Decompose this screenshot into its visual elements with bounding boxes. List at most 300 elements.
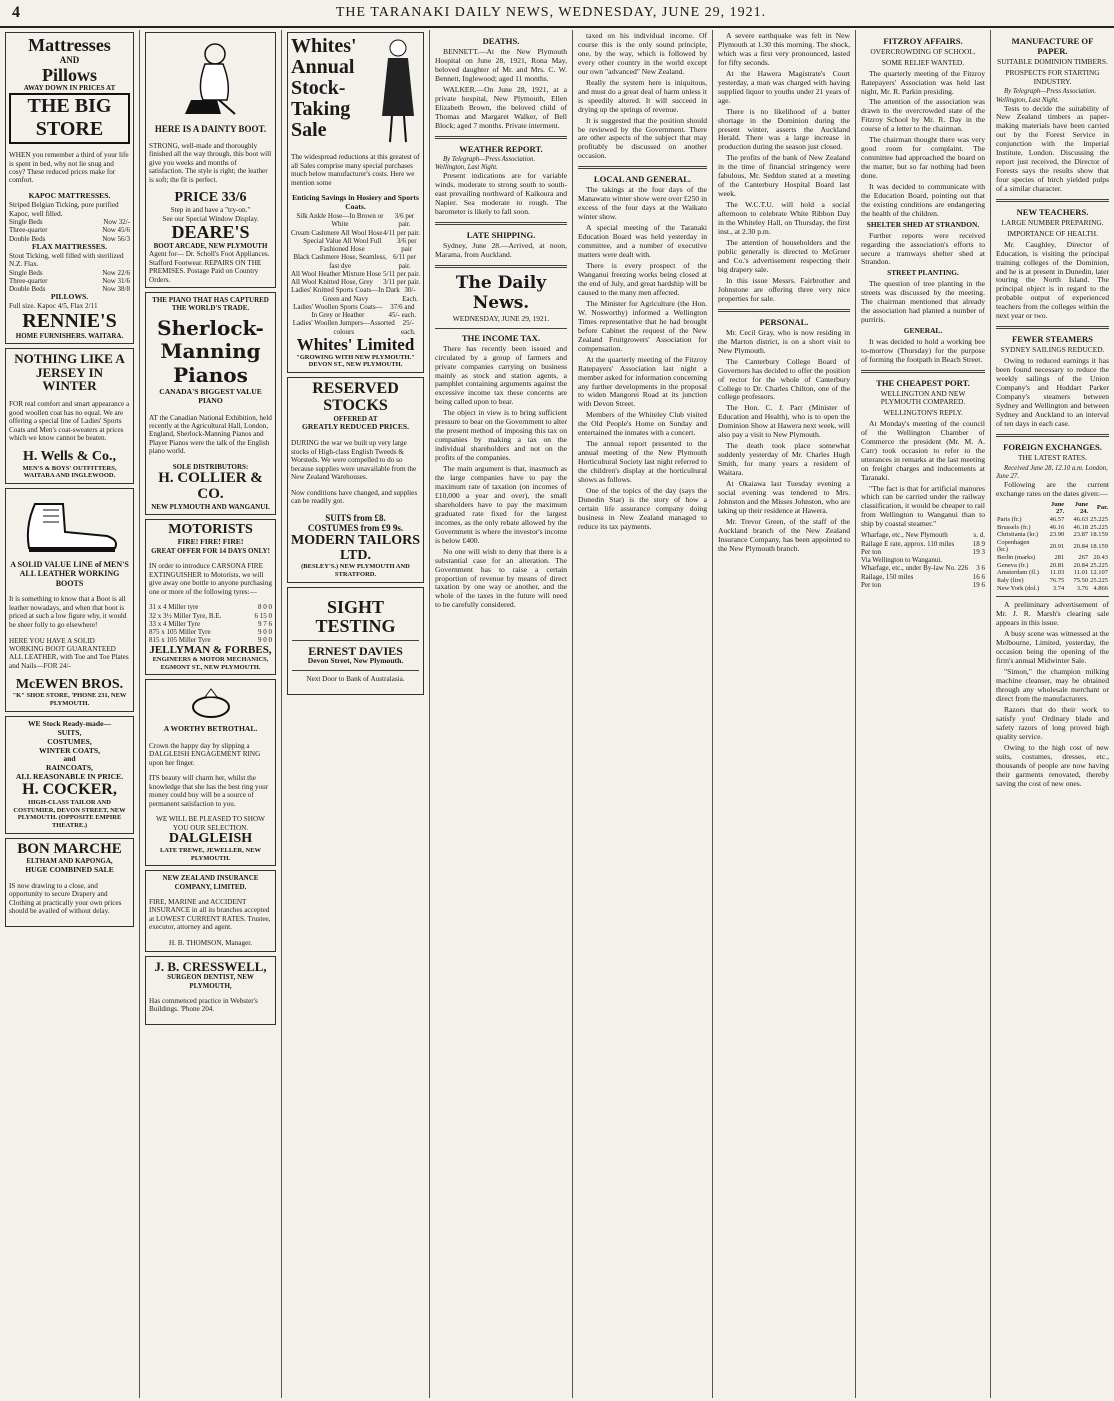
price-row xyxy=(149,612,272,620)
table-cell: 23.90 xyxy=(1049,531,1065,539)
local-news-item: One of the topics of the day (says the Dunedin Star) is the story of how a certain life assurance company doing business in New Zealand managed to reduce its tax payments. xyxy=(578,485,707,531)
table-cell: 281 xyxy=(1054,554,1065,562)
weather-byline: By Telegraph—Press Association. Wellington, Last Night. xyxy=(435,155,536,171)
table-row xyxy=(996,562,1109,570)
cocker-line: RAINCOATS, xyxy=(46,763,93,773)
column-2 xyxy=(140,30,282,1398)
collier-sub: NEW PLYMOUTH AND WANGANUI. xyxy=(151,502,270,511)
price-row xyxy=(861,531,985,539)
price-row xyxy=(861,556,985,564)
dalgleish-kicker: A WORTHY BETROTHAL. xyxy=(163,724,258,734)
whites-ad xyxy=(287,32,424,373)
rates-column-header: Par. xyxy=(1096,504,1108,512)
modern-tailors-sub: (BESLEY'S.) NEW PLYMOUTH AND STRATFORD. xyxy=(301,563,410,579)
rennie-sub: HOME FURNISHERS. WAITARA. xyxy=(15,331,124,340)
price-item: Railage, 150 miles xyxy=(861,572,914,581)
table-cell: Brussels (fr.) xyxy=(997,523,1031,531)
flax-head: FLAX MATTRESSES. xyxy=(32,241,107,251)
column-1 xyxy=(0,30,140,1398)
misc-news-item: A preliminary advertisement of Mr. J. R. Marsh's clearing sale appears in this issue. xyxy=(996,600,1109,628)
deare-window: See our Special Window Display. xyxy=(162,214,259,223)
reserved-more: Now conditions have changed, and supplies can be readily got. xyxy=(291,488,418,506)
editorial-continued xyxy=(578,32,707,161)
local-news-item: The Minister for Agriculture (the Hon. W. Nosworthy) informed a Wellington Times representative that he had brought before Cabinet the request of the New Zealand Fruitgrowers' Association for compensation. xyxy=(578,298,707,353)
price-value: 5/11 per pair. xyxy=(383,269,420,278)
price-value: 9 0 0 xyxy=(258,636,272,645)
insurance-ad xyxy=(145,870,276,951)
editorial-paragraph: It is suggested that the position should be reviewed by the Government. There are other aspects of the subject that may profitably be discussed on another occasion. xyxy=(578,115,707,161)
teachers-text: Mr. Caughley, Director of Education, is visiting the principal training colleges of the Dominion, and he is at present in Dunedin, later touring the North Island. The principal object is in regard to the probable output of experienced teachers from the colleges within the next year or two. xyxy=(996,239,1109,321)
table-cell: Christiania (kr.) xyxy=(997,531,1039,539)
local-news-item: The attention of householders and the public generally is directed to McGruer and Co.'s advertisement respecting their big drapery sale. xyxy=(718,237,850,274)
pillows-text: Full size. Kapoc 4/5, Flax 2/11 xyxy=(9,302,98,311)
column-4 xyxy=(430,30,573,1398)
table-cell: 20.91 xyxy=(1049,542,1065,550)
mcewen-sub: "K" SHOE STORE, 'PHONE 231, NEW PLYMOUTH. xyxy=(12,692,127,707)
wells-name: H. Wells & Co., xyxy=(22,448,117,464)
price-value: 19 6 xyxy=(972,580,985,589)
table-cell: 46.18 xyxy=(1073,523,1089,531)
dalgleish-more: ITS beauty will charm her, whilst the knowledge that she has the best ring your money could buy will be a source of permanent satisfaction to you. xyxy=(149,774,269,808)
price-value: Now 38/8 xyxy=(102,285,130,294)
dentist-ad xyxy=(145,956,276,1025)
woman-figure-illustration xyxy=(376,36,420,146)
price-item: Wharfage, etc., under By-law No. 226 xyxy=(861,564,969,573)
cocker-ad xyxy=(5,716,134,834)
local-news-item: At the quarterly meeting of the Fitzroy Ratepayers' Association last night a member asked for information concerning any further developments in the proposal to widen Mangorei Road at its junction with Devon Street. xyxy=(578,354,707,409)
boot-illustration xyxy=(15,496,125,556)
piano-sub: CANADA'S BIGGEST VALUE PIANO xyxy=(159,387,262,406)
local-news-item: The annual report presented to the annual meeting of the New Plymouth Horticultural Society last night referred to the children's display at the horticultural shows as follows. xyxy=(578,439,707,485)
table-cell: 75.50 xyxy=(1073,577,1089,585)
price-value: 16 6 xyxy=(972,572,985,581)
death-notice: WALKER.—On June 28, 1921, at a private hospital, New Plymouth, Ellen Elizabeth Brown, the beloved child of Thomas and Margaret Walker, of Bell Block; aged 7 months. Private interment. xyxy=(435,84,567,130)
masthead-title: THE TARANAKI DAILY NEWS, WEDNESDAY, JUNE 29, 1921. xyxy=(335,4,767,20)
price-item: 32 x 3½ Miller Tyre, B.E. xyxy=(149,611,222,620)
rates-column-header xyxy=(996,501,1041,516)
motorists-fire: FIRE! FIRE! FIRE! xyxy=(177,536,244,546)
exchange-rates-table xyxy=(996,501,1109,593)
jellyman-name: JELLYMAN & FORBES, xyxy=(149,643,272,656)
price-item: 815 x 105 Miller Tyre xyxy=(149,636,211,645)
mattresses-title: Mattresses xyxy=(28,35,111,55)
bon-marche-sub: ELTHAM AND KAPONGA, xyxy=(26,857,113,866)
local-news-list xyxy=(578,186,707,531)
price-value: 3/11 per pair. xyxy=(383,278,420,287)
price-value: 18 9 xyxy=(972,539,985,548)
dalgleish-invite: WE WILL BE PLEASED TO SHOW YOU OUR SELECTION. xyxy=(156,815,265,832)
piano-agents-head: SOLE DISTRIBUTORS: xyxy=(172,463,249,472)
exchange-rates-body xyxy=(996,516,1109,593)
deare-name: DEARE'S xyxy=(171,222,250,243)
editorial-body xyxy=(435,345,567,611)
table-cell: Berlin (marks) xyxy=(997,554,1036,562)
port-subheading: WELLINGTON AND NEW PLYMOUTH COMPARED. xyxy=(880,388,966,407)
reserved-text: DURING the war we built up very large stocks of High-class English Tweeds & Worsteds. We were compelled to do so because supplies were unavailable from the New Zealand Warehouses. xyxy=(291,439,417,482)
price-value: 37/6 and 45/- each. xyxy=(388,302,417,320)
cocker-line: COSTUMES, xyxy=(47,736,92,746)
steamers-text: Owing to reduced earnings it has been found necessary to reduce the weekly sailings of the Union Company's and Huddart Parker Company's steamers between Sydney and Wellington and between Sydney and Auckland to an interval of ten days in each case. xyxy=(996,356,1109,428)
exchange-heading: FOREIGN EXCHANGES. xyxy=(1003,441,1102,452)
sight-street: Devon Street, New Plymouth. xyxy=(307,656,404,666)
whites-enticing: Enticing Savings in Hosiery and Sports Coats. xyxy=(292,193,419,212)
flax-text: Stout Ticking, well filled with sterilized N.Z. Flax. xyxy=(9,251,124,269)
rates-column-header: June 27. xyxy=(1050,500,1065,516)
table-cell: 12.107 xyxy=(1090,569,1108,577)
sight-title: SIGHT TESTING xyxy=(315,596,396,636)
table-cell: Amsterdam (fl.) xyxy=(997,569,1039,577)
price-item: Three-quarter xyxy=(9,276,48,285)
price-value: 3 6 xyxy=(976,564,985,573)
reserved-costumes: COSTUMES from £9 9s. xyxy=(307,523,404,534)
rates-column-header: June 24. xyxy=(1074,500,1089,516)
deaths-list xyxy=(435,48,567,131)
table-cell: 25.225 xyxy=(1090,523,1108,531)
deare-sub: BOOT ARCADE, NEW PLYMOUTH xyxy=(153,241,268,250)
motorists-ad xyxy=(145,519,276,675)
sight-ad xyxy=(287,587,424,695)
table-cell: 4.866 xyxy=(1093,584,1108,592)
editorial-paragraph: taxed on his individual income. Of course this is the only sound principle, one, by the way, which is followed by every other country in the world except our own "advanced" New Zealand. xyxy=(578,31,707,76)
mattresses-and: AND xyxy=(59,54,80,65)
modern-tailors-name: MODERN TAILORS LTD. xyxy=(291,533,421,563)
price-item: Black Cashmere Hose, Seamless, fast dye xyxy=(293,253,387,270)
price-value: 4/11 per pair. xyxy=(383,228,420,237)
price-item: Wharfage, etc., New Plymouth xyxy=(861,531,948,540)
teachers-heading: NEW TEACHERS. xyxy=(1016,207,1089,218)
motorists-offer: GREAT OFFER FOR 14 DAYS ONLY! xyxy=(151,546,270,555)
planting-text: The question of tree planting in the streets was discussed by the meeting. The chairman mentioned that already the association had planted a number of purriris. xyxy=(861,279,985,324)
table-row xyxy=(996,577,1109,585)
table-cell: Italy (lire) xyxy=(997,577,1024,585)
price-row xyxy=(291,229,420,237)
paper-manufacture-sub: SUITABLE DOMINION TIMBERS. xyxy=(997,57,1108,67)
local-news-item: The profits of the bank of New Zealand in the time of financial stringency were fabulous, Mr. Seddon stated at a meeting of the Canterbury Hospital Board last week. xyxy=(718,153,850,199)
mattresses-lede: AWAY DOWN IN PRICES AT xyxy=(23,84,116,93)
editorial-paragraph: There has recently been issued and circulated by a group of farmers and private companies carrying on business mainly as stock and station agents, a pamphlet containing arguments against the excessive income tax these concerns are being called upon to bear. xyxy=(435,343,567,407)
deare-agent: Agent for— Dr. Scholl's Foot Appliances. Stafford Footwear. REPAIRS ON THE PREMISES. Postage Paid on Country Orders. xyxy=(149,250,270,284)
personal-news-item: At Okaiawa last Tuesday evening a social evening was tendered to Mrs. Johnston and the Misses Johnston, who are taking up their residence at Hawera. xyxy=(718,479,850,515)
local-news-item: There is no likelihood of a butter shortage in the Dominion during the present winter, asserts the Auckland Herald. There was a large increase in production during the season just closed. xyxy=(718,106,850,152)
table-cell: Copenhagen (kr.) xyxy=(997,538,1030,554)
table-cell: 25.225 xyxy=(1090,577,1108,585)
table-cell: 23.87 xyxy=(1073,531,1089,539)
reserved-title: RESERVED STOCKS xyxy=(312,380,399,414)
price-value: s. d. xyxy=(973,531,985,540)
price-item: Double Beds xyxy=(9,285,46,294)
fitzroy-paragraph: It was decided to communicate with the Education Board, pointing out that the existing conditions are endangering the health of the children. xyxy=(861,182,985,218)
table-row xyxy=(996,516,1109,524)
kapoc-head: KAPOC MATTRESSES. xyxy=(28,191,111,201)
cocker-line: ALL REASONABLE IN PRICE. xyxy=(15,772,124,782)
dalgleish-sub: LATE TREWE, JEWELLER, NEW PLYMOUTH. xyxy=(159,847,262,862)
deaths-heading: DEATHS. xyxy=(482,36,520,46)
kapoc-price-list xyxy=(9,218,130,243)
price-value: 25/- each. xyxy=(401,319,416,336)
price-row xyxy=(291,237,420,254)
price-item: Per ton xyxy=(861,580,882,589)
column-7 xyxy=(856,30,991,1398)
column-5 xyxy=(573,30,713,1398)
price-item: Single Beds xyxy=(9,218,43,227)
column-8 xyxy=(991,30,1114,1398)
local-heading: LOCAL AND GENERAL. xyxy=(593,174,692,185)
paper-manufacture-text: Tests to decide the suitability of New Zealand timbers as paper-making materials have been carried out by the Forest Service in conjunction with the Imperial Institute, London. Discussing the report just received, the Director of Forests says the results show that four species of birch yielded pulps of a similar character. xyxy=(996,103,1109,194)
dalgleish-name: DALGLEISH xyxy=(168,831,253,847)
freight-table xyxy=(861,531,985,589)
table-cell: Paris (fr.) xyxy=(997,515,1022,523)
mattresses-ad xyxy=(5,32,134,344)
boots-title: A SOLID VALUE LINE of MEN'S ALL LEATHER WORKING BOOTS xyxy=(10,559,129,588)
shipping-heading: LATE SHIPPING. xyxy=(466,229,536,240)
editorial-paragraph: No one will wish to deny that there is a substantial case for an alteration. The Government has to raise a certain proportion of revenue by means of direct taxation by one way or another, and the whole of the taxes in the future will need to be carefully considered. xyxy=(435,546,567,610)
local-news-item: The W.C.T.U. will hold a social afternoon to celebrate White Ribbon Day in the Whiteley Hall, on Thursday, the first inst., at 2.30 p.m. xyxy=(718,200,850,237)
dentist-name: J. B. CRESSWELL, xyxy=(154,958,267,974)
deare-tagline: Step in and have a "try-on." xyxy=(170,206,251,215)
dainty-boot-illustration xyxy=(161,40,261,120)
local-news-item: A severe earthquake was felt in New Plymouth at 1.30 this morning. The shock, which was a first very pronounced, lasted for fifty seconds. xyxy=(718,31,850,67)
cocker-line: and xyxy=(63,754,76,764)
dentist-text: Has commenced practice in Webster's Buildings. 'Phone 204. xyxy=(149,996,258,1014)
boots-offer: HERE YOU HAVE A SOLID WORKING BOOT GUARANTEED ALL LEATHER, with Toe and Toe Plates and Nails—FOR 24/- xyxy=(9,636,129,670)
table-cell: 76.75 xyxy=(1049,577,1065,585)
price-row xyxy=(149,620,272,628)
table-cell: 11.01 xyxy=(1073,569,1089,577)
price-value: 9 0 0 xyxy=(258,628,272,637)
table-cell: 46.16 xyxy=(1049,523,1065,531)
price-value: Now 56/3 xyxy=(102,234,130,243)
price-row xyxy=(291,270,420,278)
price-item: 875 x 105 Miller Tyre xyxy=(149,628,211,637)
sight-next: Next Door to Bank of Australasia. xyxy=(306,675,405,684)
table-cell: 3.76 xyxy=(1076,584,1089,592)
fitzroy-paragraph: The quarterly meeting of the Fitzroy Ratepayers' Association was held last night, Mr. R. Parkin presiding. xyxy=(861,68,985,96)
bon-marche-title: BON MARCHE xyxy=(17,840,122,857)
table-cell: 18.159 xyxy=(1090,542,1108,550)
price-row xyxy=(9,277,130,285)
table-row xyxy=(996,585,1109,593)
price-item: All Wool Knitted Hose, Grey xyxy=(291,278,373,287)
price-row xyxy=(291,278,420,286)
table-cell: 20.84 xyxy=(1073,561,1089,569)
jellyman-sub: ENGINEERS & MOTOR MECHANICS, EGMONT ST., NEW PLYMOUTH. xyxy=(152,656,269,671)
big-store-logo: THE BIG STORE xyxy=(9,93,130,144)
exchange-intro: Following are the current exchange rates on the dates given:— xyxy=(996,479,1109,498)
bon-marche-ad xyxy=(5,838,134,927)
paper-manufacture-byline: By Telegraph—Press Association. Wellington, Last Night. xyxy=(996,88,1097,104)
price-value: Now 32/- xyxy=(103,218,130,227)
fitzroy-heading: FITZROY AFFAIRS. xyxy=(883,36,963,46)
exchange-byline: Received June 28, 12.10 a.m. London, June 27. xyxy=(996,464,1108,480)
price-value: 9 7 6 xyxy=(258,619,272,628)
price-value: Now 22/6 xyxy=(102,268,130,277)
whites-name: Whites' Limited xyxy=(296,334,415,354)
deare-head: HERE IS A DAINTY BOOT. xyxy=(154,124,267,134)
bon-marche-head: HUGE COMBINED SALE xyxy=(25,864,114,874)
tyre-price-list xyxy=(149,603,272,644)
table-row xyxy=(996,531,1109,539)
jersey-title: NOTHING LIKE A JERSEY IN WINTER xyxy=(14,351,125,394)
price-item: Via Wellington to Wanganui. xyxy=(861,556,943,565)
deare-ad xyxy=(145,32,276,288)
price-value: 6 15 0 xyxy=(254,611,272,620)
table-row xyxy=(996,524,1109,532)
price-row xyxy=(291,319,420,336)
table-cell: Geneva (fr.) xyxy=(997,561,1029,569)
port-heading: THE CHEAPEST PORT. xyxy=(876,377,970,388)
table-cell: 18.159 xyxy=(1090,531,1108,539)
table-cell: 25.225 xyxy=(1090,561,1108,569)
fitzroy-subheading: OVERCROWDING OF SCHOOL. xyxy=(870,47,976,57)
editorial-heading: THE INCOME TAX. xyxy=(461,332,541,343)
price-row xyxy=(861,548,985,556)
price-row xyxy=(149,603,272,611)
deare-price: PRICE 33/6 xyxy=(174,190,247,206)
local-news-item: A special meeting of the Taranaki Education Board was held yesterday in committee, and a number of executive matters were dealt with. xyxy=(578,223,707,260)
editorial-paragraph: The main argument is that, inasmuch as the large companies have to pay the maximum rate of taxation (on incomes of £10,000 a year and over), the small shareholders have to pay the maximum graduated rate fixed for the largest incomes, as the only rebate allowed by the Government is where the investor's income is below £400. xyxy=(435,464,567,545)
column-3 xyxy=(282,30,430,1398)
table-cell: 46.63 xyxy=(1073,515,1089,523)
price-row xyxy=(9,226,130,234)
mattresses-text: WHEN you remember a third of your life is spent in bed, why not lie snug and cosy? These reduced prices make for comfort. xyxy=(9,151,129,185)
jersey-text: FOR real comfort and smart appearance a good woollen coat has no equal. We are offering a special line of Ladies' Sports Coats and Men's coat-sweaters at prices which we know cannot be beaten. xyxy=(9,400,130,443)
price-item: Ladies' Woollen Jumpers—Assorted colours xyxy=(292,319,395,336)
price-row xyxy=(861,540,985,548)
planting-heading: STREET PLANTING. xyxy=(887,268,959,278)
table-cell: New York (dol.) xyxy=(997,584,1040,592)
editorial-paragraph: Really the system here is iniquitous, and must do a great deal of harm unless it is speedily altered. It will succeed in drying up the springs of revenue. xyxy=(578,77,707,114)
local-news-item: The takings at the four days of the Manawatu winter show were over £250 in excess of the four days at the Waikato winter show. xyxy=(578,185,707,222)
boots-ad xyxy=(5,488,134,712)
personal-news-item: The Hon. C. J. Parr (Minister of Education and Health), who is to open the Dominion Show at Hawera next week, will also pay a visit to New Plymouth. xyxy=(718,403,850,440)
local-news-item: Members of the Whiteley Club visited the Old People's Home on Sunday and entertained the inmates with a concert. xyxy=(578,410,707,438)
paper-date: WEDNESDAY, JUNE 29, 1921. xyxy=(452,313,550,323)
sight-name: ERNEST DAVIES xyxy=(308,643,403,658)
price-item: Double Beds xyxy=(9,234,46,243)
piano-ad xyxy=(145,292,276,515)
port-subheading-2: WELLINGTON'S REPLY. xyxy=(883,408,963,418)
price-value: 8 0 0 xyxy=(258,603,272,612)
steamers-sub: SYDNEY SAILINGS REDUCED. xyxy=(1000,345,1105,355)
whites-sub: "GROWING WITH NEW PLYMOUTH." DEVON ST., NEW PLYMOUTH. xyxy=(296,353,415,369)
steamers-heading: FEWER STEAMERS xyxy=(1012,334,1093,345)
whites-price-list xyxy=(291,212,420,336)
reserved-suits: SUITS from £8. xyxy=(325,512,386,523)
fitzroy-body xyxy=(861,70,985,219)
port-body xyxy=(861,420,985,529)
price-value: 30/- Each. xyxy=(402,286,418,303)
local-news-item: There is every prospect of the Wanganui freezing works being closed at the end of July, and great hardship will be caused to the many men affected. xyxy=(578,261,707,297)
personal-heading: PERSONAL. xyxy=(759,316,809,327)
deare-text: STRONG, well-made and thoroughly finished all the way through, this boot will give you weeks and months of satisfaction. The style is right; the leather is soft; the fit is perfect. xyxy=(149,141,272,184)
cocker-sub: HIGH-CLASS TAILOR AND COSTUMIER, DEVON STREET, NEW PLYMOUTH. (OPPOSITE EMPIRE THEATRE.) xyxy=(13,799,126,830)
piano-title: Sherlock-Manning Pianos xyxy=(157,315,264,387)
reserved-reduced: GREATLY REDUCED PRICES. xyxy=(301,421,410,431)
price-item: Per ton xyxy=(861,547,882,556)
cocker-lines xyxy=(9,720,130,783)
misc-news-list xyxy=(996,601,1109,788)
table-cell: 46.57 xyxy=(1049,515,1065,523)
local-news-continued xyxy=(718,32,850,304)
local-news-item: At the Hawera Magistrate's Court yesterday, a man was charged with having supplied liquor to youths under 21 years of age. xyxy=(718,68,850,105)
misc-news-item: "Simon," the champion milking machine cleanser, may be obtained through any wholesale merchant or direct from the manufacturers. xyxy=(996,667,1109,703)
motorists-text: IN order to introduce CARSONA FIRE EXTINGUISHER to Motorists, we will give away one bottle to anyone purchasing one or more of the following tyres:— xyxy=(149,562,272,596)
price-row xyxy=(861,573,985,581)
table-row xyxy=(996,569,1109,577)
page-number: 4 xyxy=(12,3,20,21)
price-row xyxy=(291,303,420,320)
fitzroy-paragraph: The attention of the association was drawn to the overcrowded state of the Fitzroy School by Mr. R. Day in the course of a letter to the chairman. xyxy=(861,97,985,134)
rennie-name: RENNIE'S xyxy=(22,309,117,332)
wells-sub: MEN'S & BOYS' OUTFITTERS, WAITARA AND INGLEWOOD. xyxy=(22,464,117,480)
table-row xyxy=(996,554,1109,562)
collier-name: H. COLLIER & CO. xyxy=(158,470,263,503)
insurance-sub: H. B. THOMSON, Manager. xyxy=(168,939,253,948)
fitzroy-subheading-2: SOME RELIEF WANTED. xyxy=(881,57,965,67)
port-paragraph: "The fact is that for artificial manures which can be carried under the railway classification, it would be cheaper to rail from Wellington to Wanganui than to ship by coastal steamer." xyxy=(861,483,985,529)
cocker-line: SUITS, xyxy=(57,727,82,737)
price-item: Cream Cashmere All Wool Hose xyxy=(291,228,383,237)
price-row xyxy=(9,269,130,277)
piano-text: AT the Canadian National Exhibition, held recently at the Agricultural Hall, London, England, Sherlock-Manning Pianos and Player Pianos were the talk of the English piano world. xyxy=(149,413,272,456)
table-cell: 11.03 xyxy=(1049,569,1065,577)
price-row xyxy=(861,564,985,572)
misc-news-item: Owing to the high cost of new suits, costumes, dresses, etc., thousands of people are now having their garments renovated, thereby saving the cost of new ones. xyxy=(996,742,1109,788)
cocker-line: WE Stock Ready-made— xyxy=(27,718,112,728)
bon-marche-text: IS now drawing to a close, and opportunity to secure Drapery and Clothing at practically your own prices should be availed of without delay. xyxy=(9,881,122,916)
masthead xyxy=(0,0,1114,28)
insurance-text: FIRE, MARINE and ACCIDENT INSURANCE in all its branches accepted at LOWEST CURRENT RATES. Trustee, executor, attorney and agent. xyxy=(149,898,271,932)
personal-news-item: Mr. Trevor Green, of the staff of the Auckland branch of the New Zealand Insurance Company, has been appointed to the New Plymouth branch. xyxy=(718,516,850,553)
jersey-ad xyxy=(5,348,134,484)
price-item: Single Beds xyxy=(9,268,43,277)
ring-icon xyxy=(181,687,241,721)
price-value: Now 45/6 xyxy=(102,226,130,235)
mcewen-name: McEWEN BROS. xyxy=(15,676,124,692)
misc-news-item: Razors that do their work to satisfy you! Ordinary blade and safety razors of long proved high quality service. xyxy=(996,704,1109,741)
teachers-sub-2: IMPORTANCE OF HEALTH. xyxy=(1007,228,1098,238)
motorists-head: MOTORISTS xyxy=(168,522,253,538)
whites-title: Whites' Annual Stock-Taking Sale xyxy=(291,35,357,141)
general-text: It was decided to hold a working bee to-morrow (Thursday) for the purpose of forming the footpath in Beach Street. xyxy=(861,336,985,364)
exchange-sub: THE LATEST RATES. xyxy=(1017,452,1088,462)
weather-text: Present indications are for variable winds, moderate to strong south to south-east prevailing northward of Kaikoura and Napier. Sea moderate to rough. The barometer is likely to fall soon. xyxy=(435,170,567,216)
price-value: 6/11 per pair. xyxy=(393,253,416,270)
exchange-rates-header xyxy=(996,501,1109,516)
price-item: Three-quarter xyxy=(9,226,48,235)
personal-news-list xyxy=(718,329,850,554)
piano-kicker: THE PIANO THAT HAS CAPTURED THE WORLD'S TRADE. xyxy=(152,296,269,313)
teachers-sub: LARGE NUMBER PREPARING. xyxy=(1001,218,1104,228)
reserved-offered: OFFERED AT xyxy=(333,414,378,423)
dalgleish-ad xyxy=(145,679,276,866)
paper-nameplate: The Daily News. xyxy=(455,272,547,313)
insurance-head: NEW ZEALAND INSURANCE COMPANY, LIMITED. xyxy=(162,874,259,891)
table-cell: 267 xyxy=(1078,554,1089,562)
price-item: All Wool Heather Mixture Hose xyxy=(291,269,381,278)
price-value: 3/6 per pair xyxy=(396,236,417,254)
price-item: 33 x 4 Miller Tyre xyxy=(149,619,201,628)
price-row xyxy=(291,286,420,303)
price-row xyxy=(9,218,130,226)
general-heading: GENERAL. xyxy=(903,325,943,335)
paper-manufacture-sub-2: PROSPECTS FOR STARTING INDUSTRY. xyxy=(1005,68,1100,86)
dentist-title: SURGEON DENTIST, NEW PLYMOUTH, xyxy=(167,973,254,990)
whites-text: The widespread reductions at this greatest of all Sales comprise many special purchases much below manufacturer's costs. Here we mention some xyxy=(291,153,420,187)
price-item: 31 x 4 Miller tyre xyxy=(149,603,199,612)
death-notice: BENNETT.—At the New Plymouth Hospital on June 28, 1921, Rona May, beloved daughter of Mr. and Mrs. C. W. Bennett, Inglewood; aged 11 months. xyxy=(435,47,567,83)
price-row xyxy=(861,581,985,589)
